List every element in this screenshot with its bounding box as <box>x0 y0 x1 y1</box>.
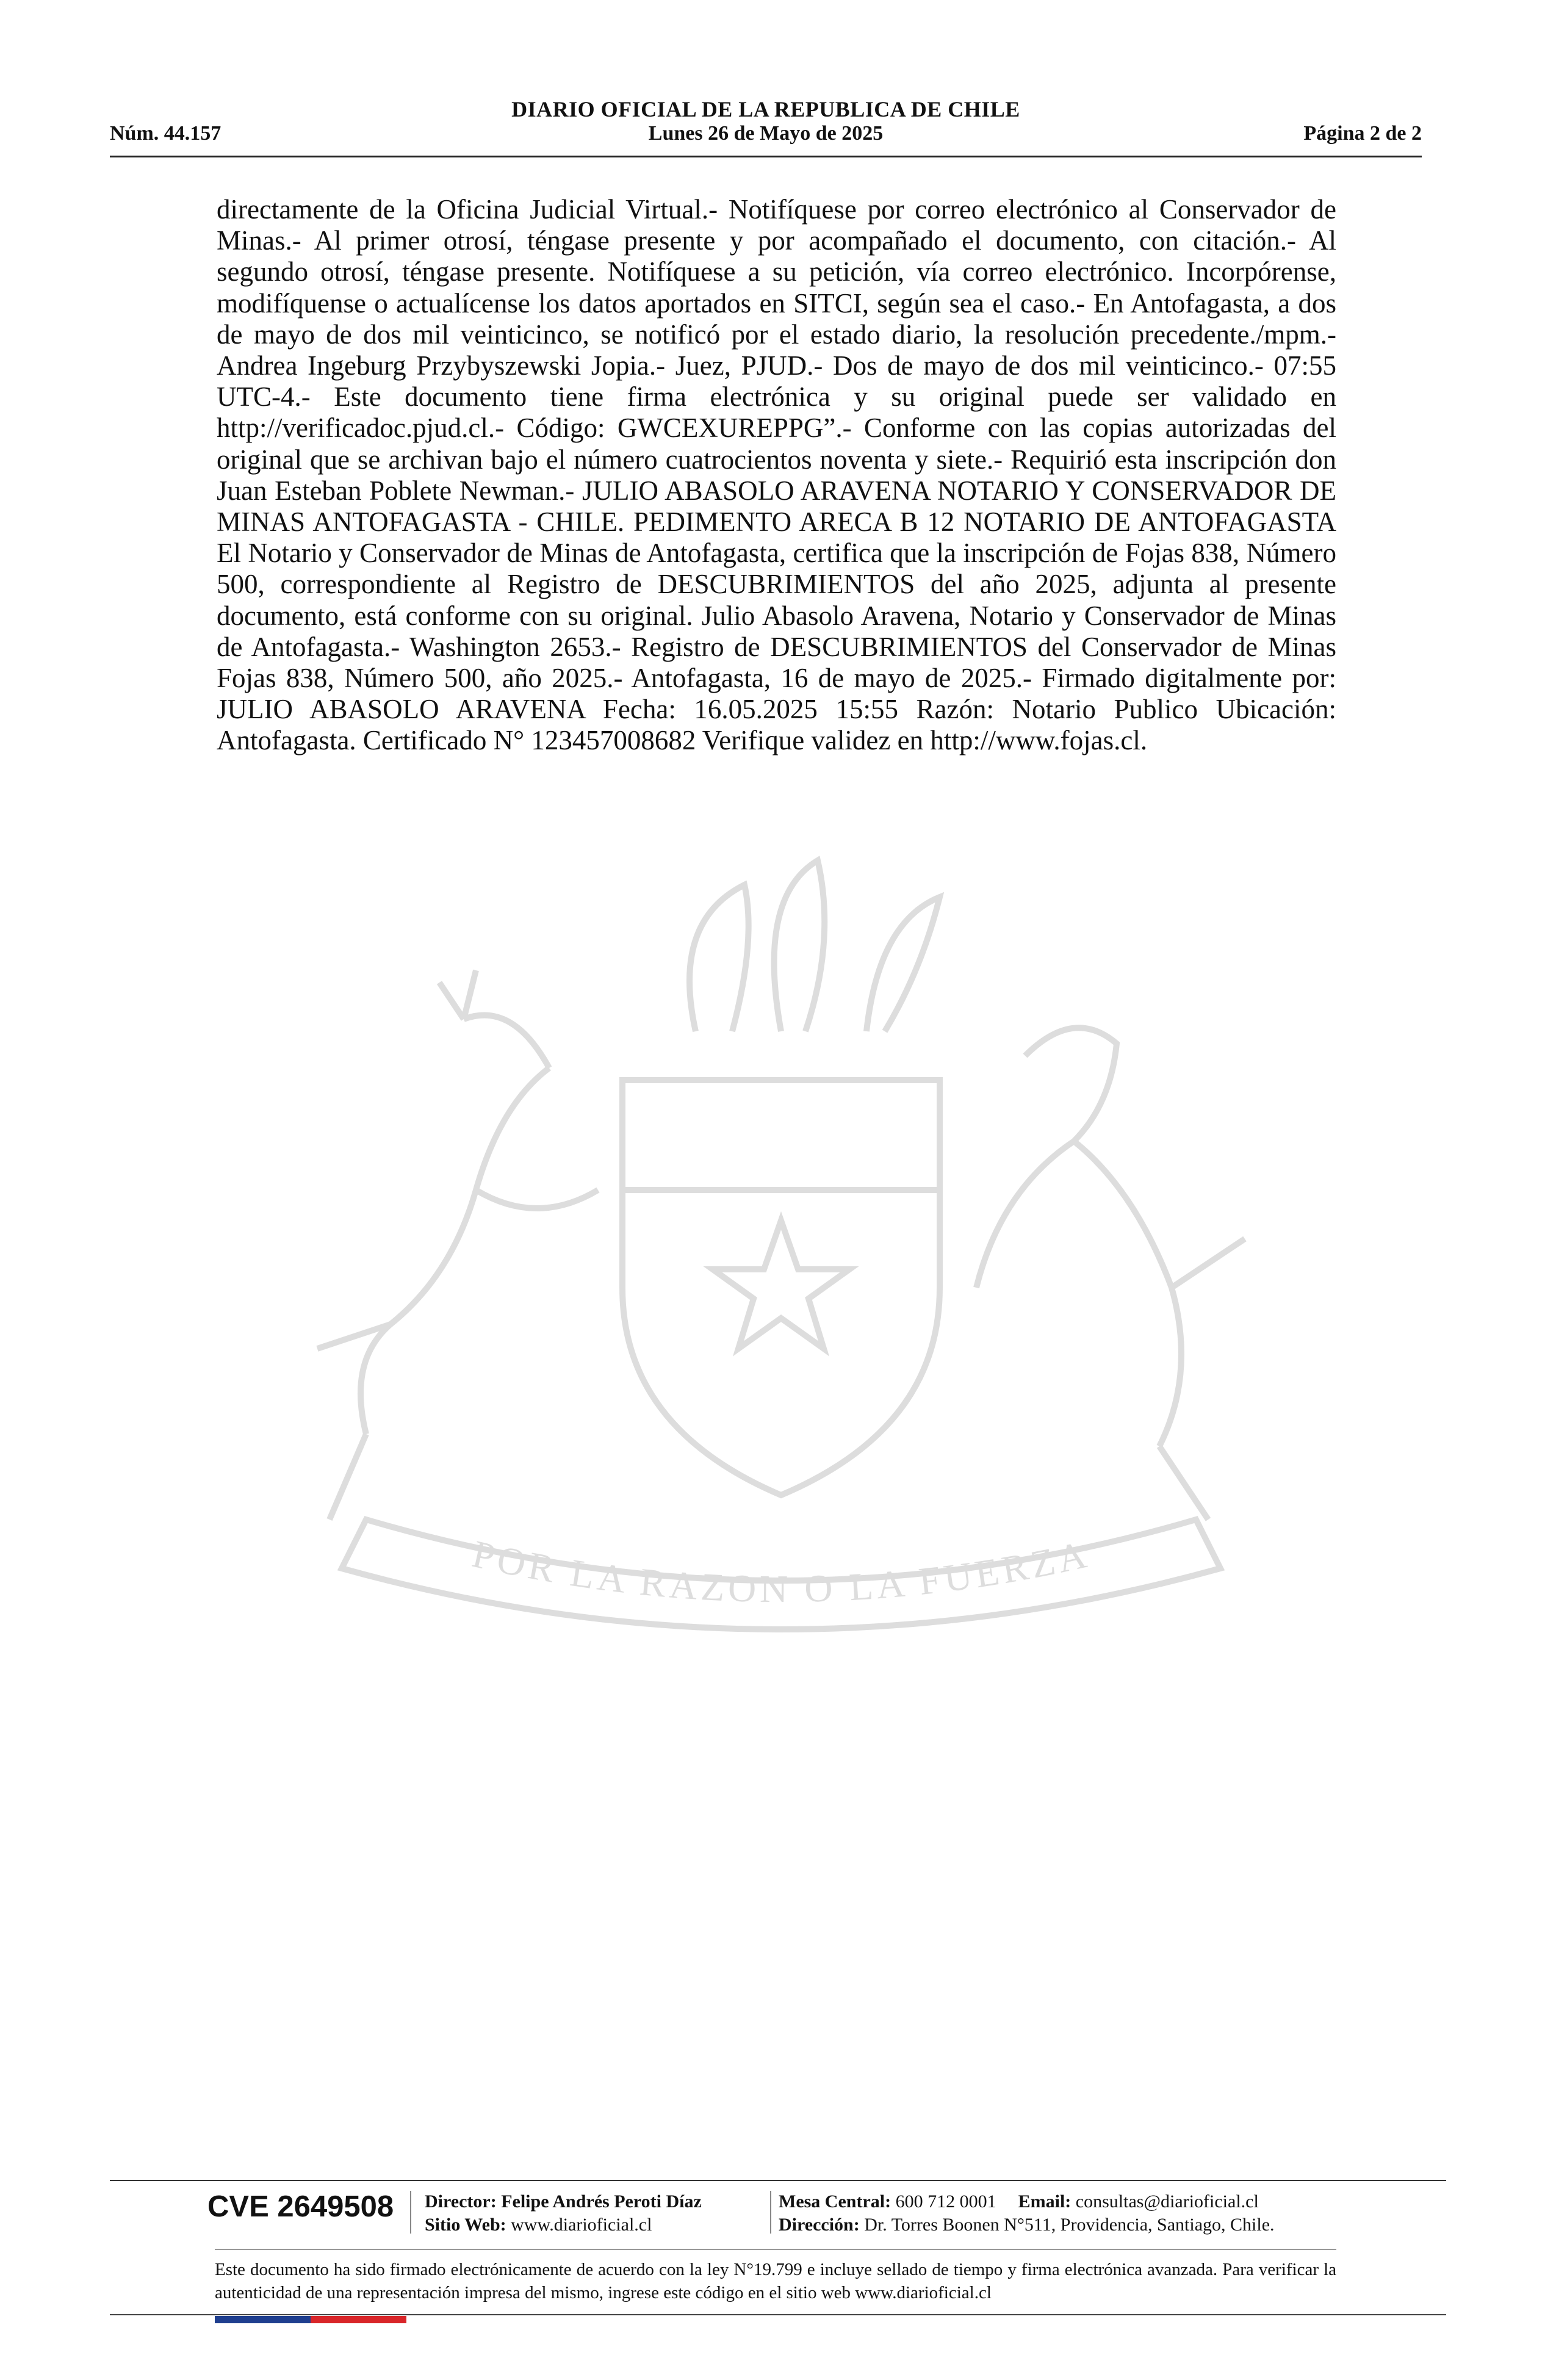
page-header <box>110 92 1422 159</box>
footer-divider-top <box>110 2180 1446 2181</box>
director-label: Director: <box>425 2191 497 2212</box>
website-label: Sitio Web: <box>425 2215 506 2235</box>
address-label: Dirección: <box>779 2215 860 2235</box>
footer-separator <box>770 2191 771 2234</box>
newspaper-name: DIARIO OFICIAL DE LA REPUBLICA DE CHILE <box>511 97 1020 121</box>
coat-of-arms-motto: POR LA RAZON O LA FUERZA <box>468 1532 1094 1611</box>
issue-date: Lunes 26 de Mayo de 2025 <box>648 122 884 145</box>
footer-divider-bottom <box>110 2314 1446 2315</box>
chile-coat-of-arms-icon <box>207 848 1355 1678</box>
svg-text:POR LA RAZON O LA FUERZA <box>469 1532 1094 1610</box>
website-link[interactable]: www.diarioficial.cl <box>511 2215 652 2235</box>
flag-color-bar <box>215 2316 406 2323</box>
address-text: Dr. Torres Boonen N°511, Providencia, Santiago, Chile. <box>864 2215 1275 2235</box>
email-link[interactable]: consultas@diarioficial.cl <box>1075 2191 1259 2212</box>
footer-contact-block <box>779 2190 1275 2237</box>
flag-blue-segment <box>215 2316 311 2323</box>
page-number: Página 2 de 2 <box>1303 122 1422 145</box>
phone-label: Mesa Central: <box>779 2191 891 2212</box>
flag-red-segment <box>311 2316 406 2323</box>
phone-number: 600 712 0001 <box>895 2191 996 2212</box>
cve-code: CVE 2649508 <box>207 2190 394 2223</box>
footer-separator <box>410 2191 411 2234</box>
issue-number: Núm. 44.157 <box>110 122 222 145</box>
body-paragraph: directamente de la Oficina Judicial Virtual.- Notifíquese por correo electrónico al Conservador de Minas.- Al primer otrosí, téngase presente y por acompañado el documento, con citación.- Al segundo otrosí, téngase presente. Notifíquese a su petición, vía correo electrónico. Incorpórense, modifíquense o actualícense los datos aportados en SITCI, según sea el caso.- En Antofagasta, a dos de mayo de dos mil veinticinco, se notificó por el estado diario, la resolución precedente./mpm.- Andrea Ingeburg Przybyszewski Jopia.- Juez, PJUD.- Dos de mayo de dos mil veinticinco.- 07:55 UTC-4.- Este documento tiene firma electrónica y su original puede ser validado en http://verificadoc.pjud.cl.- Código: GWCEXUREPPG”.- Conforme con las copias autorizadas del original que se archivan bajo el número cuatrocientos noventa y siete.- Requirió esta inscripción don Juan Esteban Poblete Newman.- JULIO ABASOLO ARAVENA NOTARIO Y CONSERVADOR DE MINAS ANTOFAGASTA - CHILE. PEDIMENTO ARECA B 12 NOTARIO DE ANTOFAGASTA El Notario y Conservador de Minas de Antofagasta, certifica que la inscripción de Fojas 838, Número 500, correspondiente al Registro de DESCUBRIMIENTOS del año 2025, adjunta al presente documento, está conforme con su original. Julio Abasolo Aravena, Notario y Conservador de Minas de Antofagasta.- Washington 2653.- Registro de DESCUBRIMIENTOS del Conservador de Minas Fojas 838, Número 500, año 2025.- Antofagasta, 16 de mayo de 2025.- Firmado digitalmente por: JULIO ABASOLO ARAVENA Fecha: 16.05.2025 15:55 Razón: Notario Publico Ubicación: Antofagasta. Certificado N° 123457008682 Verifique validez en http://www.fojas.cl. <box>217 194 1336 756</box>
email-label: Email: <box>1018 2191 1072 2212</box>
footer-divider-middle <box>215 2249 1336 2250</box>
director-name: Felipe Andrés Peroti Díaz <box>501 2191 702 2212</box>
footer-director-block <box>425 2190 702 2237</box>
signature-notice: Este documento ha sido firmado electrónicamente de acuerdo con la ley N°19.799 e incluye sellado de tiempo y firma electrónica avanzada. Para verificar la autenticidad de una representación impresa del mismo, ingrese este código en el sitio web www.diarioficial.cl <box>215 2260 1336 2302</box>
header-divider <box>110 156 1422 157</box>
